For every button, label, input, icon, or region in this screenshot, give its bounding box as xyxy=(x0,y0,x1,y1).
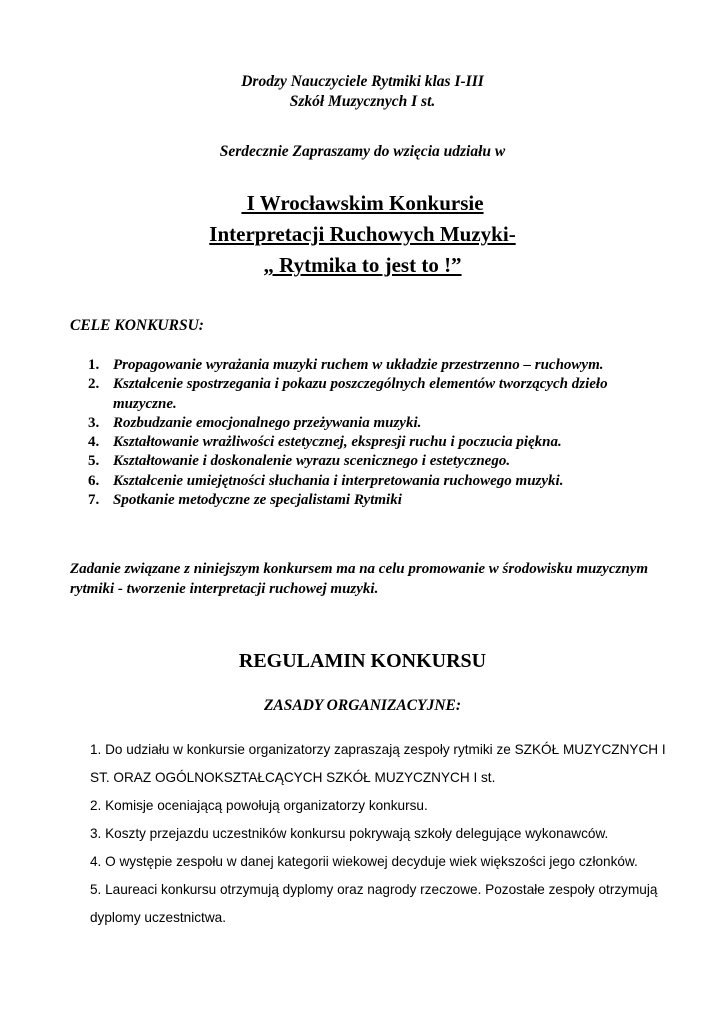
goal-text: Rozbudzanie emocjonalnego przeżywania muzyki. xyxy=(113,414,422,431)
goals-heading: CELE KONKURSU: xyxy=(70,317,204,334)
greeting-line-2: Szkół Muzycznych I st. xyxy=(289,93,436,110)
goal-item xyxy=(88,452,648,471)
goal-number: 2. xyxy=(88,376,100,393)
goal-number: 4. xyxy=(88,434,100,451)
goal-item xyxy=(88,375,648,414)
goal-number: 3. xyxy=(88,414,100,431)
goal-text: Propagowanie wyrażania muzyki ruchem w układzie przestrzenno – ruchowym. xyxy=(113,357,604,373)
goal-text: Kształtowanie wrażliwości estetycznej, ekspresji ruchu i poczucia piękna. xyxy=(113,434,562,451)
title-line-3: „ Rytmika to jest to !” xyxy=(263,253,462,277)
regulations-heading: REGULAMIN KONKURSU xyxy=(238,650,487,672)
goal-item xyxy=(88,414,648,433)
rule-item: 3. Koszty przejazdu uczestników konkursu pokrywają szkoły delegujące wykonawców. xyxy=(90,826,609,841)
goal-text: Spotkanie metodyczne ze specjalistami Rytmiki xyxy=(113,492,402,509)
goal-number: 7. xyxy=(88,492,100,509)
goals-list xyxy=(88,356,648,510)
rules-subheading: ZASADY ORGANIZACYJNE: xyxy=(263,697,462,714)
goal-item xyxy=(88,491,648,510)
goal-number: 1. xyxy=(88,357,100,373)
goal-text: Kształcenie spostrzegania i pokazu poszczególnych elementów tworzących dzieło muzyczne. xyxy=(113,376,608,412)
task-statement: Zadanie związane z niniejszym konkursem ma na celu promowanie w środowisku muzycznym rytmiki - tworzenie interpretacji ruchowej muzyki. xyxy=(70,561,649,597)
goal-item xyxy=(88,433,648,452)
title-line-1: I Wrocławskim Konkursie xyxy=(241,191,484,215)
rule-item: 5. Laureaci konkursu otrzymują dyplomy oraz nagrody rzeczowe. Pozostałe zespoły otrzymują dyplomy uczestnictwa. xyxy=(90,882,658,925)
goal-item xyxy=(88,472,648,491)
goal-item xyxy=(88,356,648,375)
contest-title xyxy=(0,188,725,281)
goal-text: Kształtowanie i doskonalenie wyrazu scenicznego i estetycznego. xyxy=(113,453,511,470)
rule-item: 1. Do udziału w konkursie organizatorzy zapraszają zespoły rytmiki ze SZKÓŁ MUZYCZNYCH I ST. ORAZ OGÓLNOKSZTAŁCĄCYCH SZKÓŁ MUZYCZNYCH I st. xyxy=(90,742,666,785)
goal-number: 5. xyxy=(88,453,100,470)
goal-number: 6. xyxy=(88,472,100,489)
goal-text: Kształcenie umiejętności słuchania i interpretowania ruchowego muzyki. xyxy=(113,472,564,489)
title-line-2: Interpretacji Ruchowych Muzyki- xyxy=(209,222,516,246)
greeting-block xyxy=(0,72,725,112)
rule-item: 2. Komisje oceniającą powołują organizatorzy konkursu. xyxy=(90,798,428,813)
rules-list xyxy=(90,736,670,932)
rule-item: 4. O występie zespołu w danej kategorii wiekowej decyduje wiek większości jego członków. xyxy=(90,854,638,869)
invitation-line: Serdecznie Zapraszamy do wzięcia udziału w xyxy=(219,143,506,160)
greeting-line-1: Drodzy Nauczyciele Rytmiki klas I-III xyxy=(241,73,484,90)
